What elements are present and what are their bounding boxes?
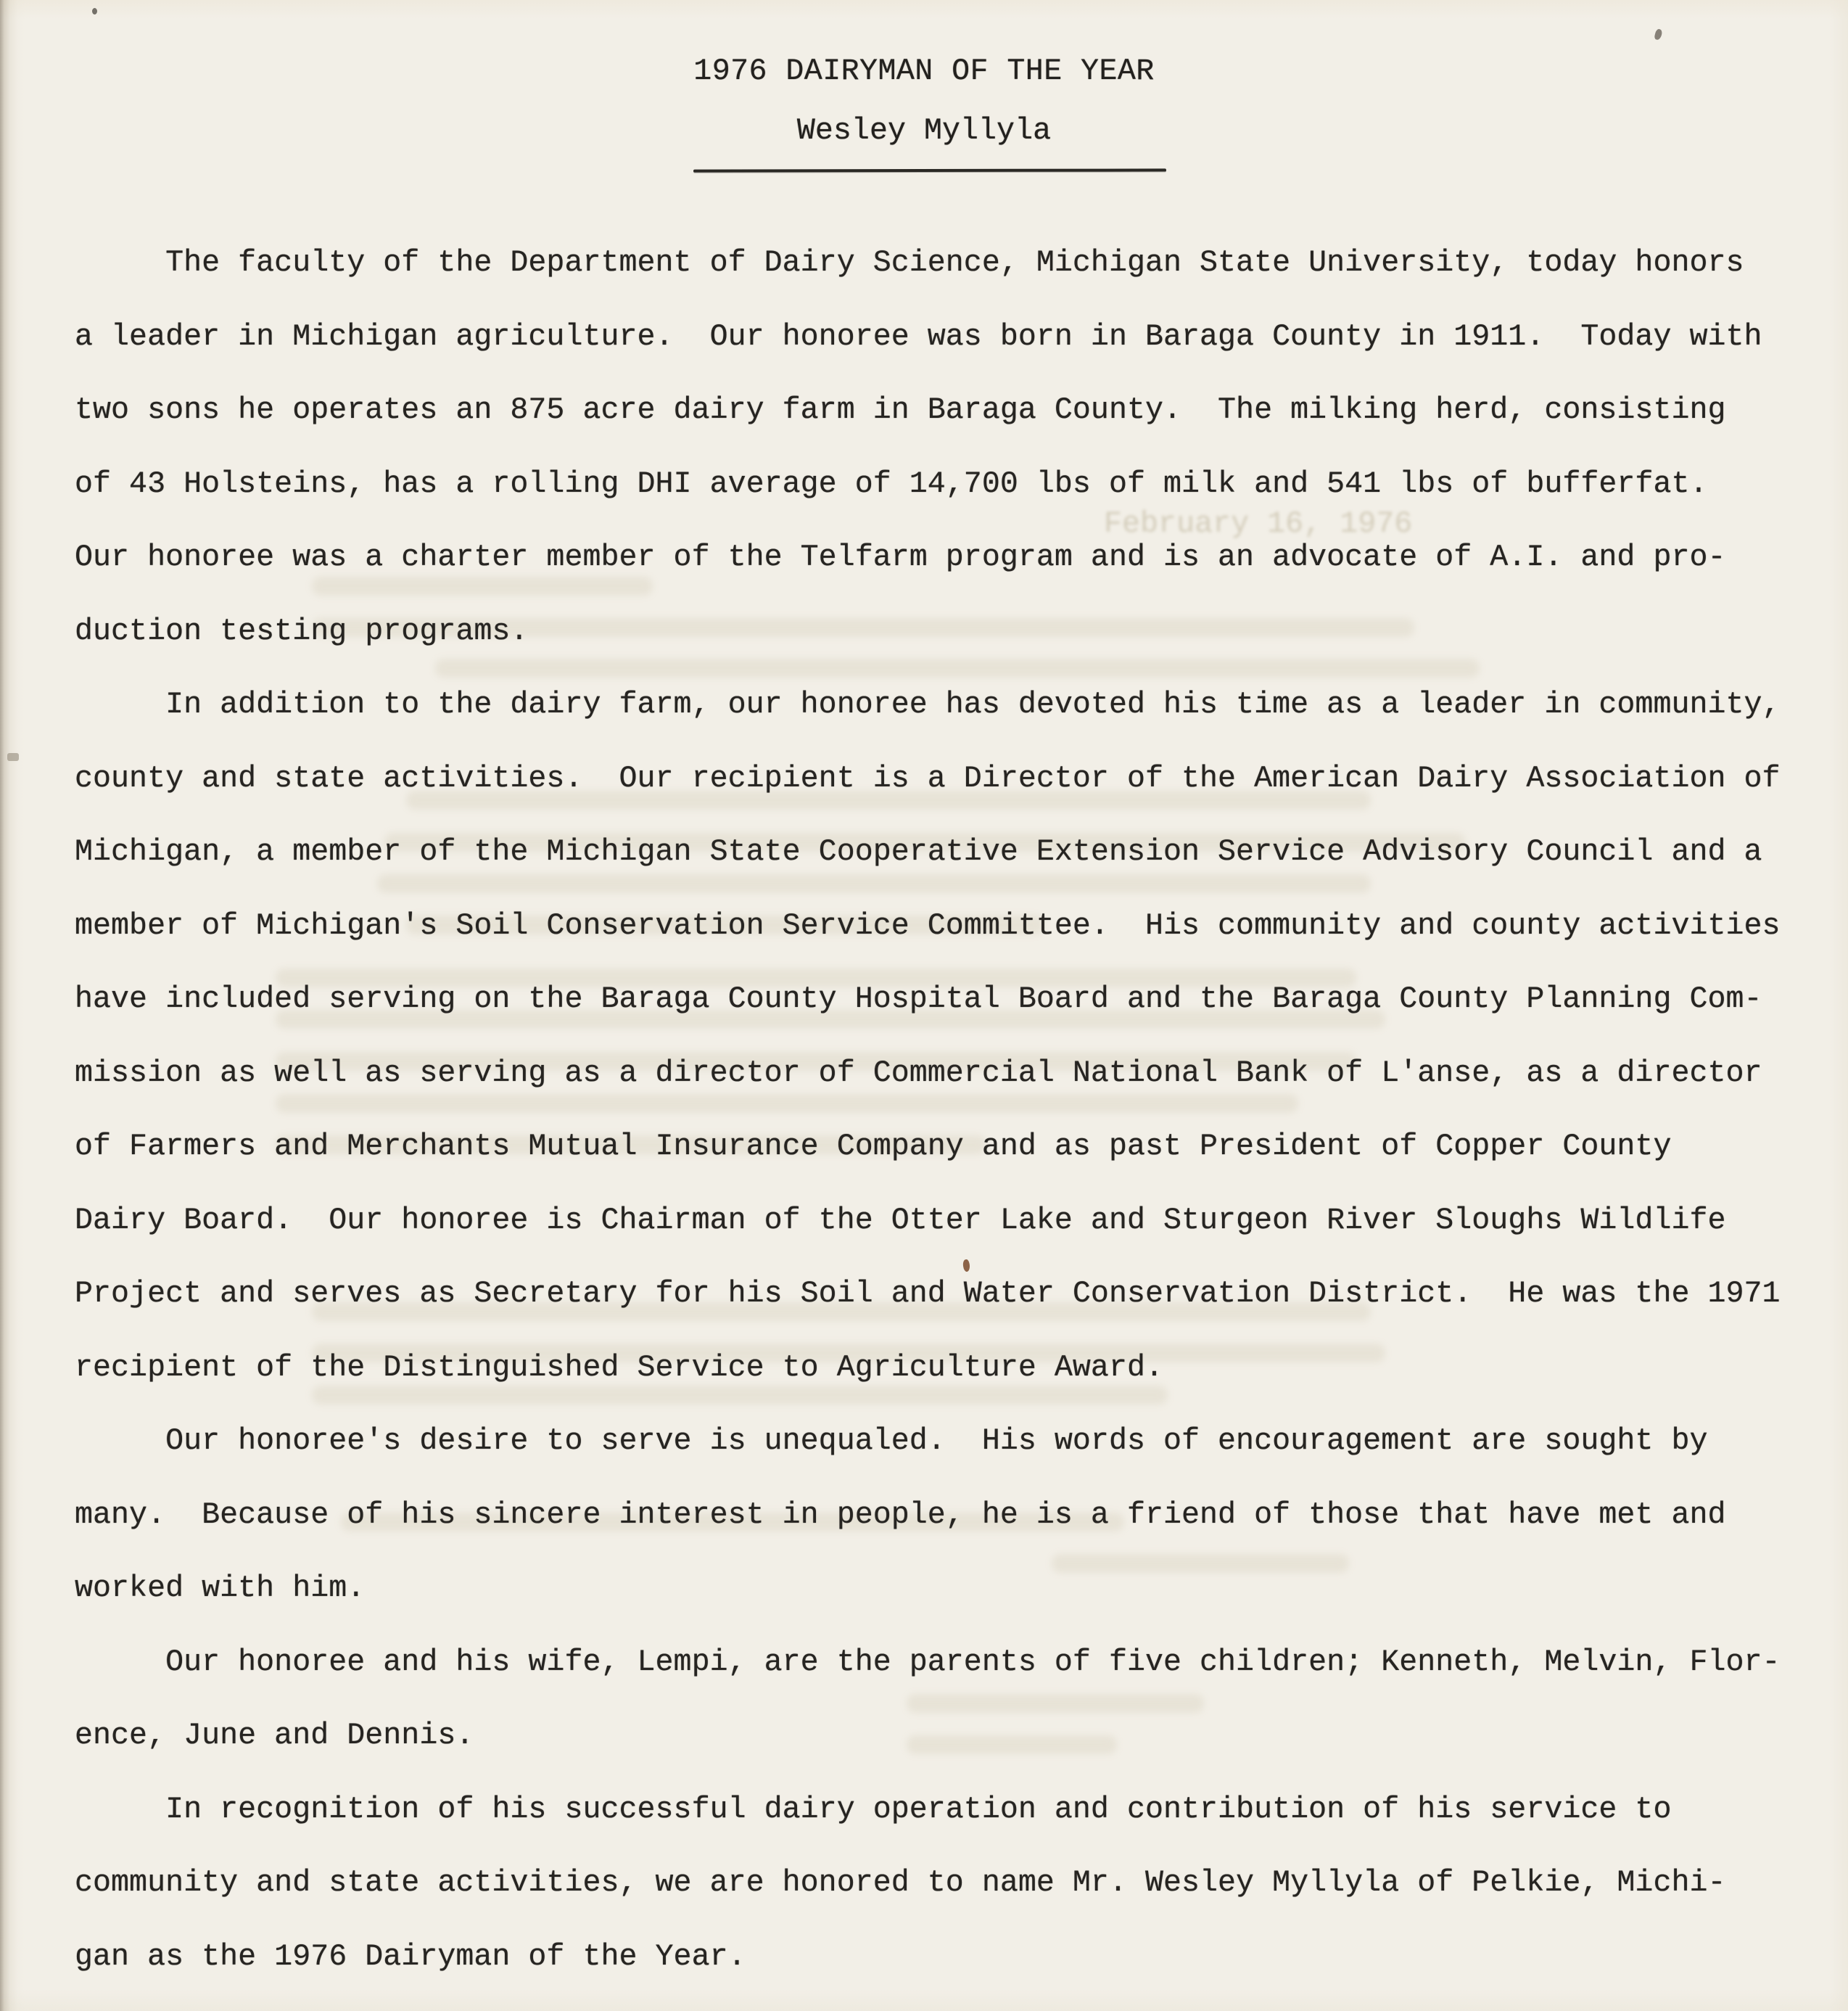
- typewritten-line: two sons he operates an 875 acre dairy farm in Baraga County. The milking herd, consisting: [75, 392, 1726, 427]
- typewritten-line: Our honoree was a charter member of the Telfarm program and is an advocate of A.I. and pro-: [75, 540, 1726, 575]
- document-body: [75, 226, 1815, 1994]
- typewritten-line: gan as the 1976 Dairyman of the Year.: [75, 1938, 746, 1974]
- typewritten-line: Our honoree and his wife, Lempi, are the parents of five children; Kenneth, Melvin, Flor-: [75, 1644, 1781, 1679]
- typewritten-line: have included serving on the Baraga County Hospital Board and the Baraga County Planning Com-: [75, 982, 1762, 1016]
- typewritten-line: Dairy Board. Our honoree is Chairman of the Otter Lake and Sturgeon River Sloughs Wildlife: [75, 1202, 1726, 1238]
- typewritten-line: many. Because of his sincere interest in people, he is a friend of those that have met and: [75, 1497, 1726, 1532]
- document-subtitle: Wesley Myllyla: [796, 113, 1052, 148]
- typewritten-line: Our honoree's desire to serve is unequaled. His words of encouragement are sought by: [75, 1423, 1708, 1458]
- typewritten-line: community and state activities, we are honored to name Mr. Wesley Myllyla of Pelkie, Michi-: [75, 1865, 1726, 1900]
- typewritten-line: of 43 Holsteins, has a rolling DHI average of 14,700 lbs of milk and 541 lbs of bufferfat.: [75, 466, 1708, 501]
- typewritten-line: In addition to the dairy farm, our honoree has devoted his time as a leader in community,: [75, 687, 1781, 722]
- bleedthrough-date-text: February 16, 1976: [1104, 506, 1413, 541]
- typewritten-line: mission as well as serving as a director of Commercial National Bank of L'anse, as a director: [75, 1055, 1762, 1090]
- typewritten-line: Michigan, a member of the Michigan State Cooperative Extension Service Advisory Council and a: [75, 834, 1762, 869]
- typewritten-line: Project and serves as Secretary for his Soil and Water Conservation District. He was the 1971: [75, 1276, 1781, 1311]
- paper-speck: [7, 753, 19, 761]
- typewritten-line: recipient of the Distinguished Service to Agriculture Award.: [75, 1349, 1163, 1385]
- typewritten-line: member of Michigan's Soil Conservation Service Committee. His community and county activities: [75, 908, 1781, 943]
- title-underline: [693, 168, 1166, 172]
- document-title: 1976 DAIRYMAN OF THE YEAR: [693, 54, 1155, 89]
- typewritten-line: worked with him.: [75, 1571, 366, 1605]
- scan-left-edge-shadow: [0, 0, 25, 2011]
- typewritten-line: of Farmers and Merchants Mutual Insurance Company and as past President of Copper County: [75, 1129, 1672, 1164]
- typewritten-line: a leader in Michigan agriculture. Our honoree was born in Baraga County in 1911. Today with: [75, 318, 1762, 354]
- typewritten-line: ence, June and Dennis.: [75, 1718, 474, 1753]
- typewritten-line: county and state activities. Our recipient is a Director of the American Dairy Association of: [75, 760, 1781, 796]
- paper-speck: [92, 8, 97, 15]
- typewritten-line: In recognition of his successful dairy operation and contribution of his service to: [75, 1791, 1672, 1827]
- typewritten-line: duction testing programs.: [75, 613, 529, 649]
- paper-speck: [1654, 28, 1662, 41]
- typewritten-line: The faculty of the Department of Dairy Science, Michigan State University, today honors: [75, 245, 1744, 280]
